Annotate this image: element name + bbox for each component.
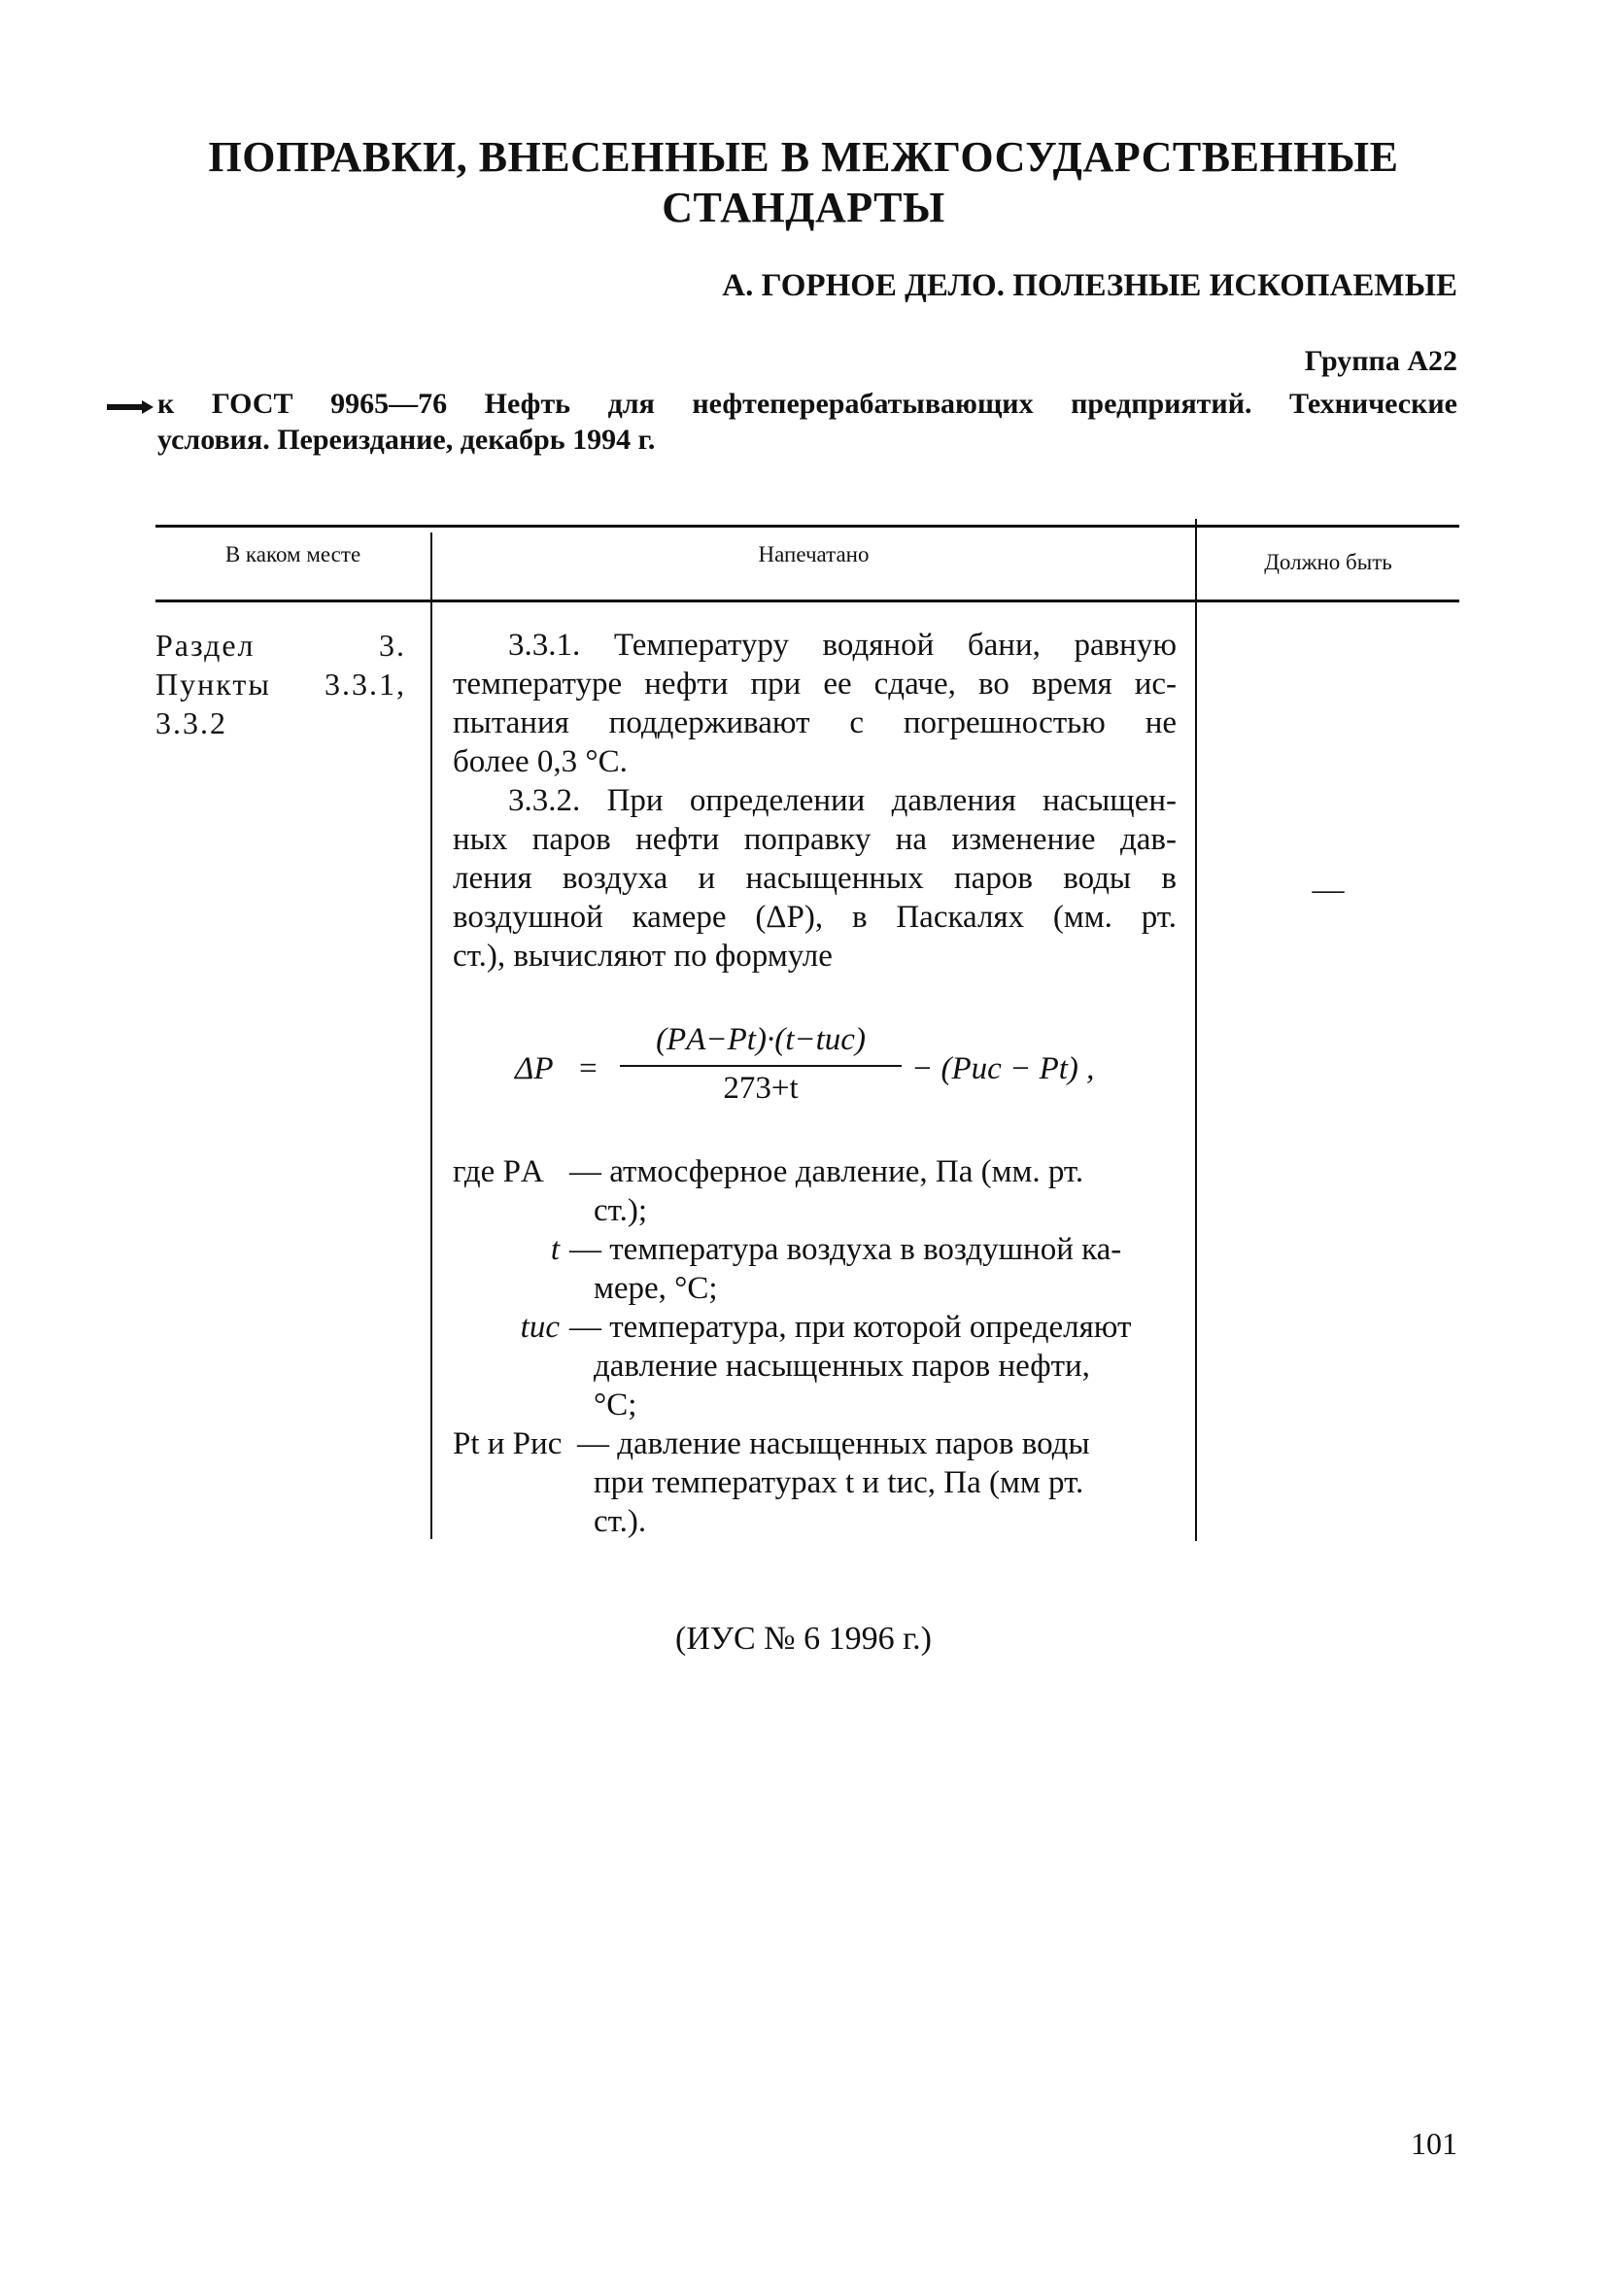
printed-line: ст.), вычисляют по формуле bbox=[453, 939, 833, 974]
where-line: Пункты 3.3.1, bbox=[155, 667, 406, 702]
table-divider-1 bbox=[430, 532, 432, 1539]
printed-line: 3.3.1. Температуру водяной бани, равную bbox=[508, 628, 1177, 663]
page-title-line2: СТАНДАРТЫ bbox=[662, 184, 945, 231]
printed-line: пытания поддерживают с погрешностью не bbox=[453, 705, 1177, 740]
page-title-line1: ПОПРАВКИ, ВНЕСЕННЫЕ В МЕЖГОСУДАРСТВЕННЫЕ bbox=[208, 133, 1399, 181]
table-divider-2 bbox=[1195, 519, 1197, 1541]
legend-definition: — атмосферное давление, Па (мм. рт. bbox=[569, 1154, 1084, 1189]
should-be-cell: — bbox=[1312, 873, 1345, 908]
legend-definition: — давление насыщенных паров воды bbox=[577, 1426, 1090, 1461]
formula-equals: = bbox=[579, 1051, 598, 1086]
printed-line: ных паров нефти поправку на изменение дав- bbox=[453, 822, 1177, 857]
legend-definition: ст.). bbox=[594, 1504, 647, 1539]
margin-dash-mark bbox=[107, 404, 146, 410]
legend-symbol: где PА bbox=[453, 1154, 544, 1189]
formula-lhs: ΔP bbox=[515, 1051, 554, 1086]
section-heading: А. ГОРНОЕ ДЕЛО. ПОЛЕЗНЫЕ ИСКОПАЕМЫЕ bbox=[722, 268, 1457, 303]
where-line: Раздел 3. bbox=[155, 628, 406, 663]
formula-tail: − (Pис − Pt) , bbox=[911, 1051, 1095, 1086]
where-cell bbox=[155, 626, 408, 742]
gost-reference-line2: условия. Переиздание, декабрь 1994 г. bbox=[157, 424, 656, 456]
table-header-rule bbox=[155, 600, 1459, 602]
printed-line: воздушной камере (ΔP), в Паскалях (мм. рт. bbox=[453, 900, 1177, 935]
formula-legend bbox=[453, 1152, 1191, 1539]
legend-symbol: Pt и Pис bbox=[453, 1426, 563, 1461]
formula-numerator: (PА−Pt)·(t−tис) bbox=[656, 1022, 866, 1057]
table-top-rule bbox=[155, 525, 1459, 528]
printed-cell bbox=[453, 626, 1177, 976]
printed-line: более 0,3 °С. bbox=[453, 744, 628, 779]
legend-definition: — температура, при которой определяют bbox=[569, 1310, 1132, 1345]
fraction-bar bbox=[620, 1065, 902, 1067]
legend-definition: °С; bbox=[594, 1388, 637, 1422]
where-line: 3.3.2 bbox=[155, 705, 227, 740]
printed-line: температуре нефти при ее сдаче, во время ис- bbox=[453, 667, 1177, 702]
legend-definition: — температура воздуха в воздушной ка- bbox=[569, 1232, 1122, 1267]
gost-reference-line1: к ГОСТ 9965—76 Нефть для нефтеперерабатывающих предприятий. Технические bbox=[157, 388, 1457, 420]
legend-definition: при температурах t и tис, Па (мм рт. bbox=[594, 1465, 1084, 1500]
group-code: Группа А22 bbox=[1304, 345, 1457, 377]
printed-line: 3.3.2. При определении давления насыщен- bbox=[508, 783, 1177, 818]
formula-denominator: 273+t bbox=[723, 1071, 799, 1106]
margin-arrow-icon bbox=[142, 400, 154, 414]
printed-line: ления воздуха и насыщенных паров воды в bbox=[453, 861, 1177, 896]
column-header-printed: Напечатано bbox=[758, 542, 870, 566]
legend-definition: мере, °С; bbox=[594, 1271, 718, 1306]
legend-definition: ст.); bbox=[594, 1193, 647, 1228]
pressure-formula bbox=[515, 1022, 1137, 1119]
column-header-should-be: Должно быть bbox=[1264, 550, 1392, 574]
legend-symbol: t bbox=[550, 1232, 560, 1267]
page-number: 101 bbox=[1411, 2126, 1457, 2161]
source-note: (ИУС № 6 1996 г.) bbox=[675, 1621, 932, 1657]
legend-symbol: tис bbox=[520, 1310, 560, 1345]
legend-definition: давление насыщенных паров нефти, bbox=[594, 1349, 1090, 1384]
column-header-where: В каком месте bbox=[224, 542, 361, 566]
